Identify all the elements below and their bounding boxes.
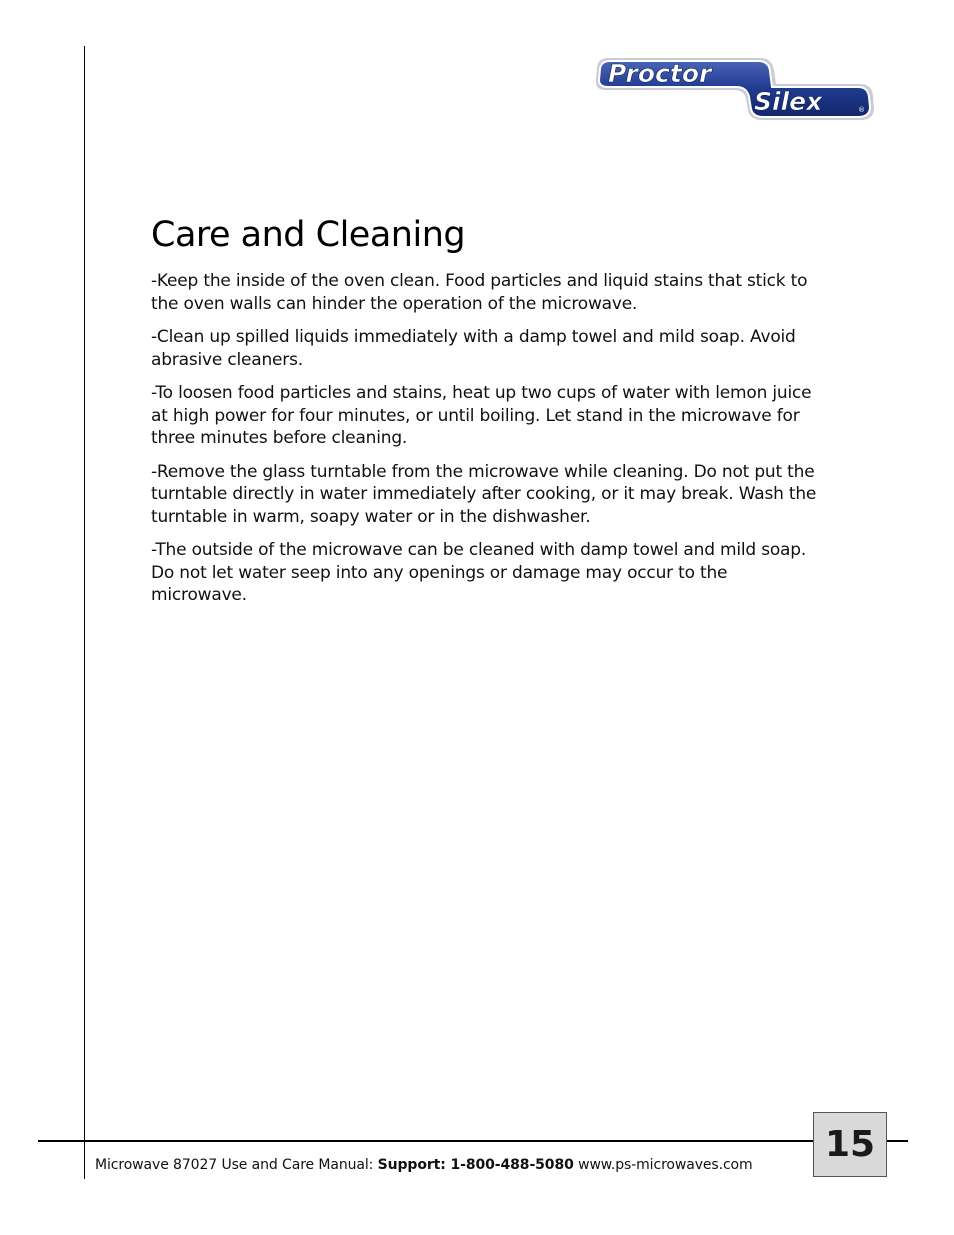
footer-manual-label: Microwave 87027 Use and Care Manual: (95, 1157, 374, 1173)
page-title: Care and Cleaning (151, 215, 466, 255)
logo-text-proctor: Proctor (608, 59, 712, 88)
logo-registered-mark: ® (858, 106, 865, 114)
paragraph-spilled-liquids: -Clean up spilled liquids immediately with a damp towel and mild soap. Avoid abrasive cleaners. (151, 327, 796, 370)
proctor-silex-logo (594, 52, 878, 124)
main-content (151, 212, 821, 618)
left-margin-rule (84, 46, 85, 1179)
paragraph-turntable: -Remove the glass turntable from the microwave while cleaning. Do not put the turntable directly in water immediately after cooking, or it may break. Wash the turntable in warm, soapy water or in the dishwasher. (151, 461, 817, 527)
page-number-box (813, 1112, 887, 1177)
footer-rule (38, 1140, 908, 1142)
paragraph-loosen-particles: -To loosen food particles and stains, heat up two cups of water with lemon juice at high power for four minutes, or until boiling. Let stand in the microwave for three minutes before cleaning. (151, 383, 812, 448)
paragraph-outside-cleaning: -The outside of the microwave can be cleaned with damp towel and mild soap. Do not let water seep into any openings or damage may occur to the microwave. (151, 540, 807, 605)
paragraph-keep-clean: -Keep the inside of the oven clean. Food particles and liquid stains that stick to the oven walls can hinder the operation of the microwave. (151, 271, 808, 314)
page-number: 15 (824, 1124, 876, 1165)
logo-text-silex: Silex (754, 87, 823, 116)
footer-text (95, 1156, 753, 1174)
footer-support-phone: Support: 1-800-488-5080 (377, 1157, 574, 1173)
footer-website-link[interactable]: www.ps-microwaves.com (578, 1157, 753, 1173)
